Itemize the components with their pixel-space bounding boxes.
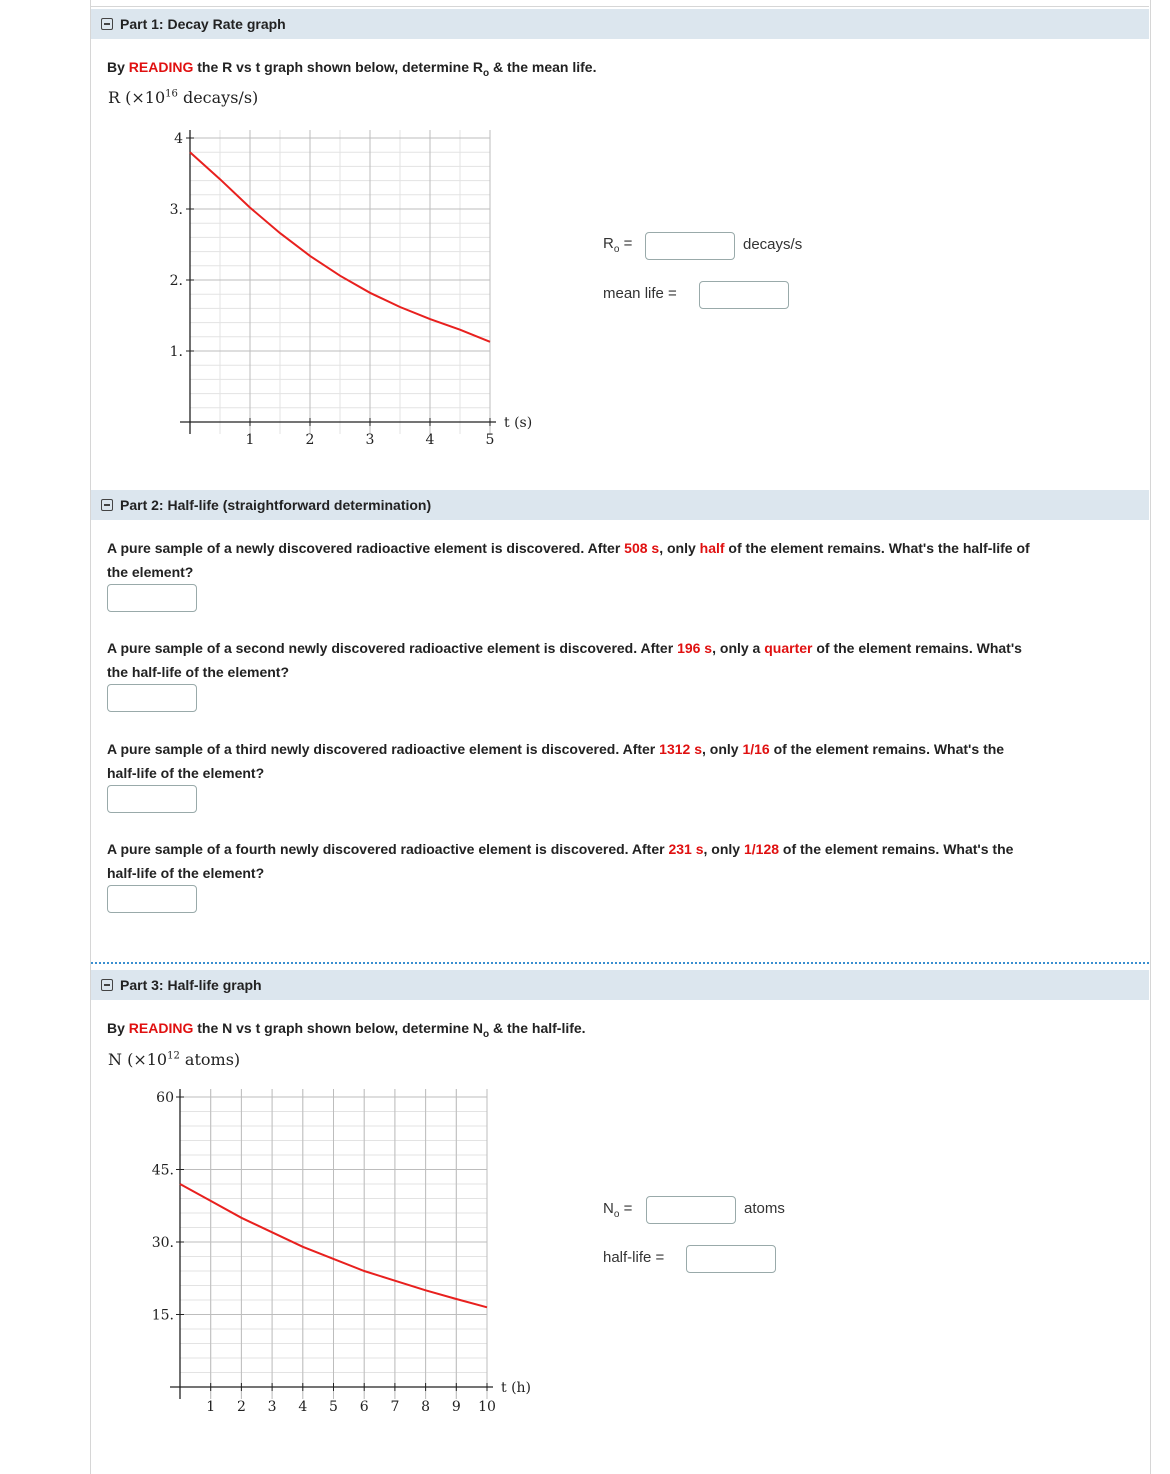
question-4: A pure sample of a fourth newly discovered radioactive element is discovered. After 231 s, only 1/128 of the element remains. What's the half-life of the element?	[107, 841, 1014, 881]
x-tick-label: 3	[267, 1399, 277, 1415]
chart2-half-life	[140, 1075, 560, 1425]
question-1: A pure sample of a newly discovered radioactive element is discovered. After 508 s, only half of the element remains. What's the half-life of the element?	[107, 540, 1030, 580]
half-life-4-input[interactable]	[107, 885, 197, 913]
x-axis-label: t (s)	[504, 415, 533, 431]
x-tick-label: 3	[365, 432, 375, 448]
x-tick-label: 9	[451, 1399, 461, 1415]
x-tick-label: 8	[421, 1399, 431, 1415]
x-tick-label: 6	[359, 1399, 369, 1415]
y-tick-label: 45.	[151, 1162, 174, 1179]
r0-label: $R_o$ =	[603, 235, 633, 255]
y-tick-label: 3.	[169, 202, 183, 218]
x-tick-label: 2	[236, 1399, 246, 1415]
x-tick-label: 1	[206, 1399, 216, 1415]
chart1-decay-rate	[140, 110, 560, 460]
part2-header-label: Part 2: Half-life (straightforward determination)	[120, 497, 432, 513]
chart1-y-axis-title: R ($\times 10^{16}$ decays/s)	[108, 88, 259, 107]
r0-input[interactable]	[645, 232, 735, 260]
x-tick-label: 10	[478, 1399, 496, 1415]
part2-header[interactable]	[91, 490, 1149, 520]
n0-unit: atoms	[744, 1200, 785, 1217]
collapse-icon[interactable]	[101, 18, 113, 30]
part1-header[interactable]	[91, 9, 1149, 39]
n0-label: $N_o$ =	[603, 1200, 633, 1220]
half-life-graph-input[interactable]	[686, 1245, 776, 1273]
y-tick-label: 30.	[151, 1235, 174, 1251]
x-tick-label: 7	[390, 1399, 400, 1415]
part1-intro: By READING the R vs t graph shown below, determine $R_o$ & the mean life.	[107, 59, 597, 79]
y-tick-label: 60	[156, 1090, 174, 1106]
mean-life-label: mean life =	[603, 285, 677, 302]
half-life-1-input[interactable]	[107, 584, 197, 612]
x-tick-label: 4	[425, 432, 435, 448]
chart2-y-axis-title: N ($\times 10^{12}$ atoms)	[108, 1050, 241, 1069]
half-life-3-input[interactable]	[107, 785, 197, 813]
mean-life-input[interactable]	[699, 281, 789, 309]
part1-header-label: Part 1: Decay Rate graph	[120, 16, 286, 32]
x-tick-label: 5	[329, 1399, 338, 1415]
x-tick-label: 4	[298, 1399, 308, 1415]
x-tick-label: 2	[305, 432, 315, 448]
y-tick-label: 2.	[169, 273, 183, 289]
question-3: A pure sample of a third newly discovered radioactive element is discovered. After 1312 s, only 1/16 of the element remains. What's the half-life of the element?	[107, 741, 1005, 781]
x-tick-label: 5	[485, 432, 495, 448]
x-axis-label: t (h)	[501, 1380, 532, 1396]
y-tick-label: 1.	[169, 344, 183, 360]
x-tick-label: 1	[245, 432, 255, 448]
part3-header-label: Part 3: Half-life graph	[120, 977, 262, 993]
collapse-icon[interactable]	[101, 979, 113, 991]
y-tick-label: 15.	[151, 1307, 174, 1324]
half-life-label: half-life =	[603, 1249, 665, 1266]
question-2: A pure sample of a second newly discovered radioactive element is discovered. After 196 s, only a quarter of the element remains. What's the half-life of the element?	[107, 640, 1022, 680]
r0-unit: decays/s	[743, 236, 803, 253]
n0-input[interactable]	[646, 1196, 736, 1224]
part3-header[interactable]	[91, 970, 1149, 1000]
y-tick-label: 4	[174, 131, 183, 147]
part3-intro: By READING the N vs t graph shown below, determine $N_o$ & the half-life.	[107, 1020, 586, 1040]
half-life-2-input[interactable]	[107, 684, 197, 712]
section-divider	[91, 962, 1149, 964]
collapse-icon[interactable]	[101, 499, 113, 511]
